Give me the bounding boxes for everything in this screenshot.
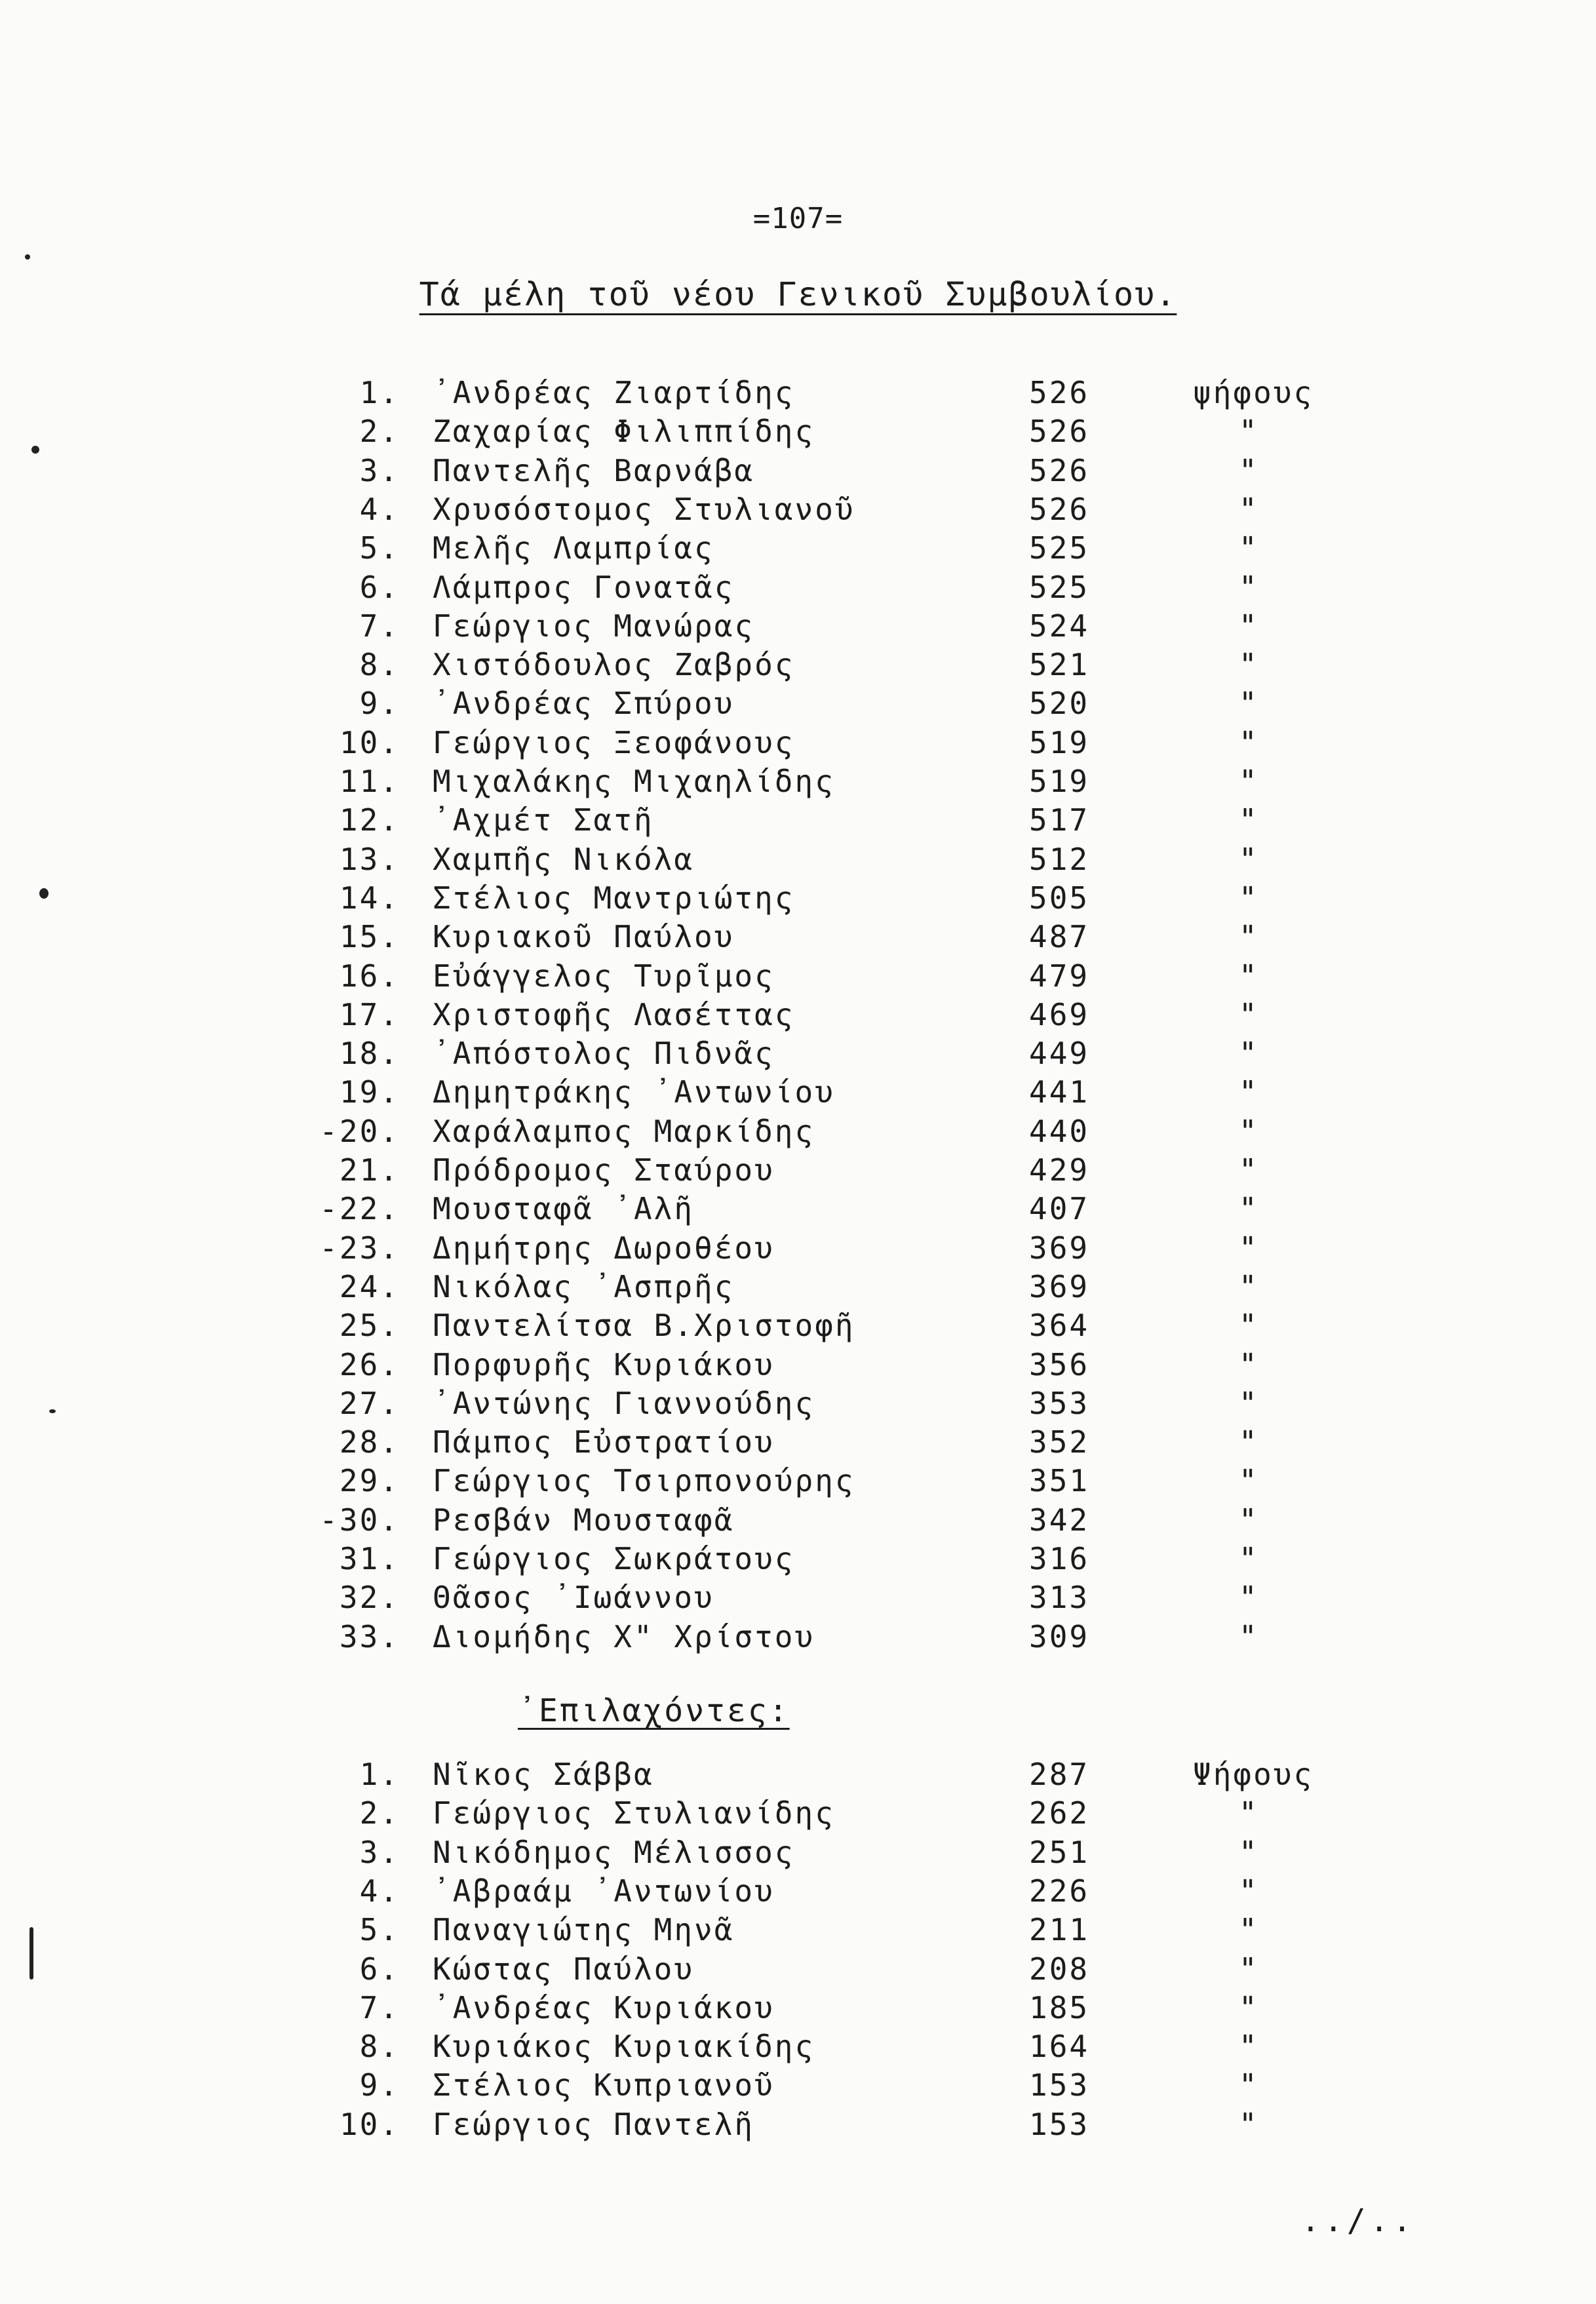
vote-count: 356 [1029,1346,1090,1382]
vote-unit: " [1239,530,1259,566]
candidate-name: Γεώργιος Παντελῆ [433,2106,755,2142]
candidate-name: Χαμπῆς Νικόλα [433,841,695,877]
vote-unit: " [1239,996,1259,1032]
candidate-name: Παντελίτσα Β.Χριστοφῆ [433,1308,855,1344]
candidate-name: ᾿Αβραάμ ᾿Αντωνίου [433,1873,775,1909]
item-number: 9. [359,2067,400,2103]
candidate-name: Πάμπος Εὐστρατίου [433,1424,775,1460]
candidate-name: Χριστοφῆς Λασέττας [433,996,795,1032]
list-item [0,1112,1596,1151]
vote-count: 211 [1029,1912,1090,1948]
vote-count: 407 [1029,1191,1090,1227]
list-item [0,1794,1596,1833]
vote-count: 524 [1029,608,1090,644]
list-item [0,1833,1596,1872]
vote-count: 342 [1029,1502,1090,1538]
vote-count: 153 [1029,2106,1090,2142]
vote-count: 525 [1029,530,1090,566]
vote-unit: " [1239,1385,1259,1421]
list-item [0,2066,1596,2105]
item-number: 27. [339,1385,400,1421]
vote-unit: " [1239,1230,1259,1266]
vote-unit: " [1239,1618,1259,1654]
vote-count: 505 [1029,880,1090,916]
vote-unit: " [1239,841,1259,877]
item-number: 21. [339,1152,400,1188]
list-item [0,529,1596,568]
list-item [0,1306,1596,1345]
vote-unit: " [1239,1463,1259,1499]
candidate-name: Γεώργιος Μανώρας [433,608,755,644]
list-item [0,1268,1596,1306]
item-number: 25. [339,1308,400,1344]
item-number: 1. [359,375,400,410]
vote-count: 526 [1029,491,1090,527]
candidate-name: Μελῆς Λαμπρίας [433,530,714,566]
vote-unit: ψήφους [1193,375,1314,410]
list-item [0,1423,1596,1462]
vote-count: 369 [1029,1230,1090,1266]
candidate-name: Εὐάγγελος Τυρῖμος [433,958,775,994]
item-number: 3. [359,452,400,488]
list-item [0,646,1596,684]
candidate-name: ᾿Απόστολος Πιδνᾶς [433,1036,775,1072]
vote-unit: " [1239,1834,1259,1870]
list-item [0,918,1596,956]
item-number: 6. [359,1951,400,1987]
list-item [0,412,1596,451]
vote-unit: " [1239,569,1259,605]
vote-count: 526 [1029,375,1090,410]
item-number: 24. [339,1268,400,1304]
list-item [0,2105,1596,2144]
vote-count: 519 [1029,764,1090,799]
candidate-name: Γεώργιος Τσιρπονούρης [433,1463,855,1499]
vote-count: 519 [1029,724,1090,760]
vote-unit: " [1239,1424,1259,1460]
vote-unit: " [1239,1873,1259,1909]
list-item [0,607,1596,646]
substitutes-heading: ᾿Επιλαχόντες: [518,1692,790,1729]
list-item [0,1346,1596,1384]
candidate-name: Χιστόδουλος Ζαβρός [433,647,795,683]
candidate-name: Πορφυρῆς Κυριάκου [433,1346,775,1382]
list-item [0,2027,1596,2066]
list-item [0,684,1596,723]
vote-count: 512 [1029,841,1090,877]
scan-speck [49,1409,56,1413]
item-number: -23. [319,1230,400,1266]
candidate-name: ᾿Αντώνης Γιαννούδης [433,1385,815,1421]
candidate-name: Χαράλαμπος Μαρκίδης [433,1113,815,1149]
list-item [0,1618,1596,1656]
vote-count: 352 [1029,1424,1090,1460]
scan-speck [25,254,30,260]
vote-count: 449 [1029,1036,1090,1072]
candidate-name: Κυριακοῦ Παύλου [433,919,735,955]
item-number: -30. [319,1502,400,1538]
vote-count: 525 [1029,569,1090,605]
item-number: 16. [339,958,400,994]
candidate-name: Διομήδης Χ" Χρίστου [433,1618,815,1654]
vote-count: 353 [1029,1385,1090,1421]
list-item [0,1755,1596,1794]
vote-count: 429 [1029,1152,1090,1188]
item-number: -20. [319,1113,400,1149]
item-number: 31. [339,1541,400,1576]
item-number: 3. [359,1834,400,1870]
vote-unit: " [1239,414,1259,450]
item-number: 6. [359,569,400,605]
candidate-name: Δημητράκης ᾿Αντωνίου [433,1074,835,1110]
candidate-name: Μιχαλάκης Μιχαηλίδης [433,764,835,799]
scan-speck [29,1927,33,1980]
list-item [0,724,1596,762]
item-number: 12. [339,802,400,838]
candidate-name: Νικόλας ᾿Ασπρῆς [433,1268,735,1304]
vote-unit: " [1239,491,1259,527]
list-item [0,1462,1596,1500]
candidate-name: Στέλιος Μαντριώτης [433,880,795,916]
item-number: 8. [359,2029,400,2065]
item-number: 14. [339,880,400,916]
vote-count: 369 [1029,1268,1090,1304]
vote-unit: " [1239,1795,1259,1831]
candidate-name: Γεώργιος Στυλιανίδης [433,1795,835,1831]
vote-unit: " [1239,2029,1259,2065]
vote-unit: " [1239,1191,1259,1227]
vote-unit: " [1239,1951,1259,1987]
list-item [0,801,1596,840]
item-number: 11. [339,764,400,799]
scan-speck [39,888,49,899]
scan-speck [31,446,39,454]
vote-count: 440 [1029,1113,1090,1149]
item-number: -22. [319,1191,400,1227]
candidate-name: ᾿Αχμέτ Σατῆ [433,802,654,838]
list-item [0,840,1596,879]
list-item [0,490,1596,529]
vote-unit: " [1239,1308,1259,1344]
vote-count: 316 [1029,1541,1090,1576]
candidate-name: Ρεσβάν Μουσταφᾶ [433,1502,735,1538]
vote-count: 313 [1029,1580,1090,1616]
list-item [0,1384,1596,1423]
list-item [0,1540,1596,1578]
candidate-name: ᾿Ανδρέας Σπύρου [433,686,735,722]
list-item [0,762,1596,801]
item-number: 9. [359,686,400,722]
page-number: =107= [752,202,844,235]
item-number: 10. [339,2106,400,2142]
candidate-name: Λάμπρος Γονατᾶς [433,569,735,605]
list-item [0,957,1596,996]
vote-unit: " [1239,1541,1259,1576]
item-number: 10. [339,724,400,760]
item-number: 33. [339,1618,400,1654]
list-item [0,374,1596,412]
vote-unit: " [1239,802,1259,838]
candidate-name: Δημήτρης Δωροθέου [433,1230,775,1266]
vote-count: 164 [1029,2029,1090,2065]
list-item [0,1190,1596,1228]
vote-count: 351 [1029,1463,1090,1499]
vote-unit: " [1239,919,1259,955]
vote-count: 185 [1029,1989,1090,2025]
vote-count: 469 [1029,996,1090,1032]
item-number: 17. [339,996,400,1032]
item-number: 29. [339,1463,400,1499]
continuation-mark: ../.. [1301,2202,1416,2239]
list-item [0,1872,1596,1911]
vote-unit: " [1239,1346,1259,1382]
list-item [0,1911,1596,1949]
candidate-name: Γεώργιος Σωκράτους [433,1541,795,1576]
candidate-name: Χρυσόστομος Στυλιανοῦ [433,491,855,527]
candidate-name: Θᾶσος ᾿Ιωάννου [433,1580,714,1616]
candidate-name: Στέλιος Κυπριανοῦ [433,2067,775,2103]
item-number: 32. [339,1580,400,1616]
vote-unit: " [1239,1268,1259,1304]
item-number: 7. [359,608,400,644]
vote-count: 521 [1029,647,1090,683]
candidate-name: Παναγιώτης Μηνᾶ [433,1912,735,1948]
candidate-name: Νικόδημος Μέλισσος [433,1834,795,1870]
item-number: 7. [359,1989,400,2025]
vote-unit: " [1239,1502,1259,1538]
item-number: 13. [339,841,400,877]
vote-unit: " [1239,1113,1259,1149]
item-number: 5. [359,530,400,566]
vote-count: 364 [1029,1308,1090,1344]
vote-unit: " [1239,1989,1259,2025]
candidate-name: Μουσταφᾶ ᾿Αλῆ [433,1191,695,1227]
list-item [0,1151,1596,1190]
vote-unit: " [1239,452,1259,488]
item-number: 15. [339,919,400,955]
vote-count: 287 [1029,1757,1090,1792]
vote-unit: " [1239,1580,1259,1616]
list-item [0,1950,1596,1989]
vote-count: 441 [1029,1074,1090,1110]
vote-unit: " [1239,647,1259,683]
candidate-name: Ζαχαρίας Φιλιππίδης [433,414,815,450]
item-number: 1. [359,1757,400,1792]
vote-count: 251 [1029,1834,1090,1870]
vote-unit: " [1239,880,1259,916]
list-item [0,452,1596,490]
item-number: 2. [359,1795,400,1831]
list-item [0,879,1596,918]
candidate-name: Νῖκος Σάββα [433,1757,654,1792]
list-item [0,568,1596,607]
vote-count: 479 [1029,958,1090,994]
item-number: 8. [359,647,400,683]
vote-unit: " [1239,608,1259,644]
candidate-name: ᾿Ανδρέας Ζιαρτίδης [433,375,795,410]
list-item [0,1073,1596,1112]
vote-unit: Ψήφους [1193,1757,1314,1792]
vote-unit: " [1239,764,1259,799]
vote-count: 309 [1029,1618,1090,1654]
candidate-name: Πρόδρομος Σταύρου [433,1152,775,1188]
item-number: 2. [359,414,400,450]
item-number: 4. [359,1873,400,1909]
vote-count: 262 [1029,1795,1090,1831]
vote-count: 208 [1029,1951,1090,1987]
candidate-name: ᾿Ανδρέας Κυριάκου [433,1989,775,2025]
vote-unit: " [1239,1074,1259,1110]
vote-count: 520 [1029,686,1090,722]
list-item [0,1989,1596,2027]
candidate-name: Γεώργιος Ξεοφάνους [433,724,795,760]
vote-count: 226 [1029,1873,1090,1909]
list-item [0,996,1596,1034]
vote-unit: " [1239,1912,1259,1948]
list-item [0,1501,1596,1540]
vote-count: 517 [1029,802,1090,838]
vote-unit: " [1239,2106,1259,2142]
vote-count: 487 [1029,919,1090,955]
vote-count: 526 [1029,452,1090,488]
vote-unit: " [1239,724,1259,760]
item-number: 19. [339,1074,400,1110]
item-number: 18. [339,1036,400,1072]
vote-unit: " [1239,1152,1259,1188]
candidate-name: Παντελῆς Βαρνάβα [433,452,755,488]
item-number: 26. [339,1346,400,1382]
vote-unit: " [1239,686,1259,722]
list-item [0,1229,1596,1268]
list-item [0,1578,1596,1617]
candidate-name: Κυριάκος Κυριακίδης [433,2029,815,2065]
item-number: 28. [339,1424,400,1460]
item-number: 4. [359,491,400,527]
vote-unit: " [1239,958,1259,994]
item-number: 5. [359,1912,400,1948]
list-item [0,1034,1596,1073]
vote-count: 153 [1029,2067,1090,2103]
document-title: Τά μέλη τοῦ νέου Γενικοῦ Συμβουλίου. [419,275,1177,313]
vote-unit: " [1239,2067,1259,2103]
vote-unit: " [1239,1036,1259,1072]
vote-count: 526 [1029,414,1090,450]
candidate-name: Κώστας Παύλου [433,1951,695,1987]
